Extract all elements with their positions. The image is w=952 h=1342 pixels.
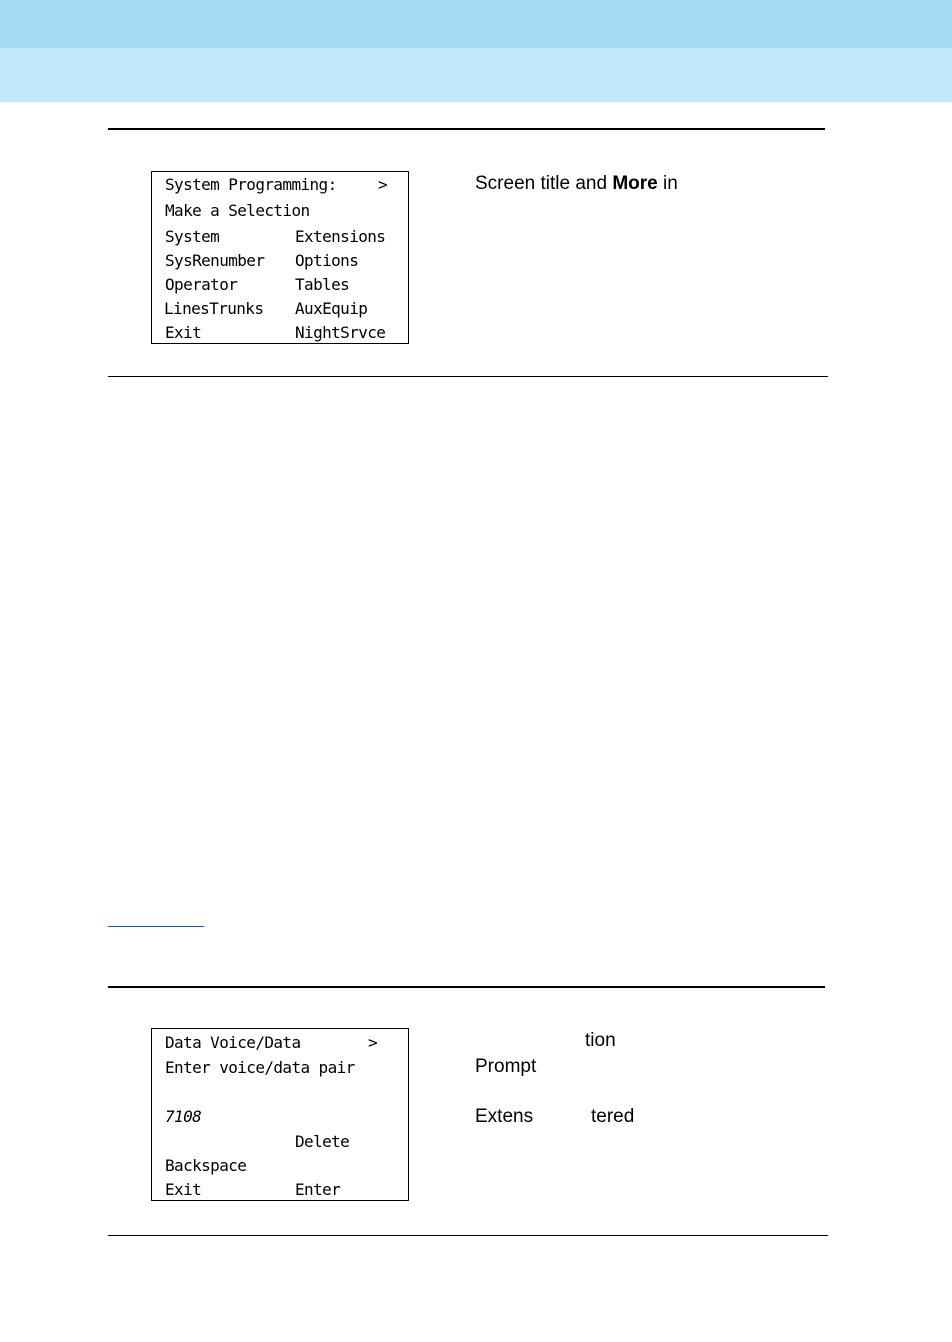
option-delete[interactable]: Delete	[295, 1132, 350, 1151]
section-divider-bottom	[108, 376, 828, 377]
option-enter[interactable]: Enter	[295, 1180, 341, 1199]
annotation-extension-b: tered	[591, 1106, 635, 1127]
option-backspace[interactable]: Backspace	[165, 1156, 247, 1175]
option-sysrenumber[interactable]: SysRenumber	[165, 251, 265, 270]
option-options[interactable]: Options	[295, 251, 359, 270]
header-band-top	[0, 0, 952, 48]
option-tables[interactable]: Tables	[295, 275, 350, 294]
annotation-line-1: tion	[585, 1030, 616, 1051]
section-divider-top-2	[108, 986, 825, 988]
more-arrow[interactable]: >	[378, 175, 388, 194]
section-divider-top	[108, 128, 825, 130]
lcd-screen-data-voice	[151, 1028, 409, 1201]
option-linestrunks[interactable]: LinesTrunks	[164, 299, 264, 318]
screen-prompt: Enter voice/data pair	[165, 1058, 355, 1077]
entered-value: 7108	[165, 1107, 202, 1126]
screen-prompt: Make a Selection	[165, 201, 310, 220]
option-system[interactable]: System	[165, 227, 220, 246]
option-nightsrvce[interactable]: NightSrvce	[295, 323, 386, 342]
option-extensions[interactable]: Extensions	[295, 227, 386, 246]
screen-title: Data Voice/Data	[165, 1033, 301, 1052]
section-divider-bottom-2	[108, 1235, 828, 1236]
annotation-screen-title: Screen title and More in	[475, 173, 678, 194]
option-operator[interactable]: Operator	[165, 275, 238, 294]
screen-title: System Programming:	[165, 175, 337, 194]
more-arrow[interactable]: >	[368, 1033, 378, 1052]
lcd-screen-system-programming	[151, 171, 409, 344]
header-band-bottom	[0, 48, 952, 102]
option-exit[interactable]: Exit	[165, 1180, 202, 1199]
hyperlink-underline[interactable]	[108, 926, 204, 927]
option-exit[interactable]: Exit	[165, 323, 202, 342]
annotation-prompt: Prompt	[475, 1056, 537, 1077]
option-auxequip[interactable]: AuxEquip	[295, 299, 368, 318]
annotation-extension-a: Extens	[475, 1106, 534, 1127]
